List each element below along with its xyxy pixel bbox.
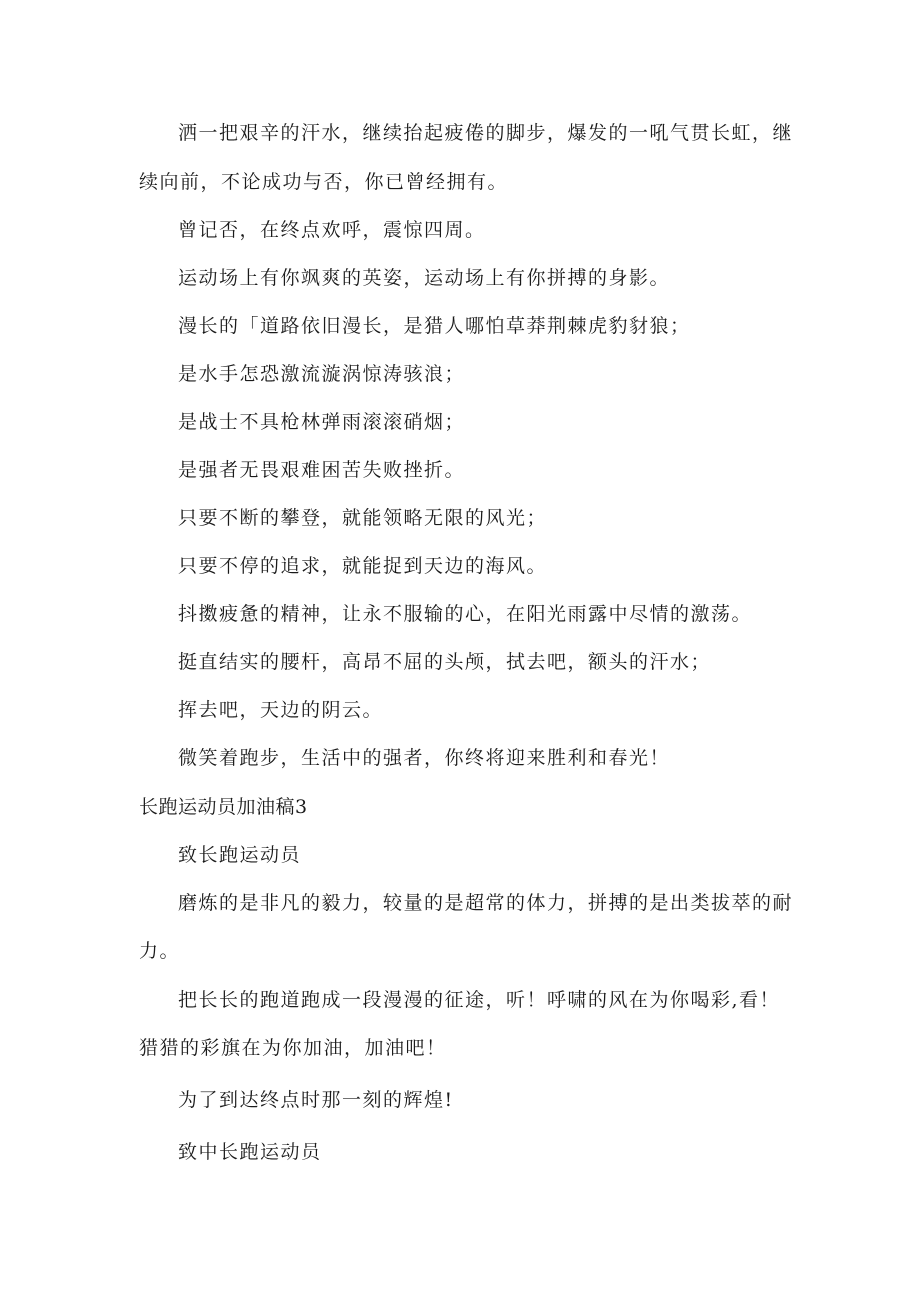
paragraph-line: 挺直结实的腰杆，高昂不屈的头颅，拭去吧，额头的汗水； [178,651,712,673]
paragraph-line: 抖擞疲惫的精神，让永不服输的心，在阳光雨露中尽情的激荡。 [178,603,753,625]
paragraph-line: 把长长的跑道跑成一段漫漫的征途，听！呼啸的风在为你喝彩,看！ [178,989,781,1011]
paragraph-line: 洒一把艰辛的汗水，继续抬起疲倦的脚步，爆发的一吼气贯长虹，继 [178,122,794,144]
paragraph-line: 漫长的「道路依旧漫长，是猎人哪怕草莽荆棘虎豹豺狼； [178,315,691,337]
section-heading: 长跑运动员加油稿3 [139,796,308,818]
paragraph-line: 致长跑运动员 [178,844,302,866]
paragraph-line: 磨炼的是非凡的毅力，较量的是超常的体力，拼搏的是出类拔萃的耐 [178,892,794,914]
paragraph-line: 续向前，不论成功与否，你已曾经拥有。 [139,171,509,193]
paragraph-line: 运动场上有你飒爽的英姿，运动场上有你拼搏的身影。 [178,267,671,289]
paragraph-line: 力。 [139,940,181,962]
paragraph-line: 为了到达终点时那一刻的辉煌! [178,1089,454,1111]
paragraph-line: 猎猎的彩旗在为你加油，加油吧！ [139,1037,447,1059]
paragraph-line: 是战士不具枪林弹雨滚滚硝烟； [178,411,466,433]
paragraph-line: 曾记否，在终点欢呼，震惊四周。 [178,219,486,241]
paragraph-line: 挥去吧，天边的阴云。 [178,699,384,721]
paragraph-line: 只要不停的追求，就能捉到天边的海风。 [178,555,548,577]
paragraph-line: 是强者无畏艰难困苦失败挫折。 [178,459,466,481]
paragraph-line: 微笑着跑步，生活中的强者，你终将迎来胜利和春光！ [178,747,671,769]
paragraph-line: 致中长跑运动员 [178,1141,322,1163]
paragraph-line: 只要不断的攀登，就能领略无限的风光； [178,507,548,529]
paragraph-line: 是水手怎恐激流漩涡惊涛骇浪； [178,363,466,385]
